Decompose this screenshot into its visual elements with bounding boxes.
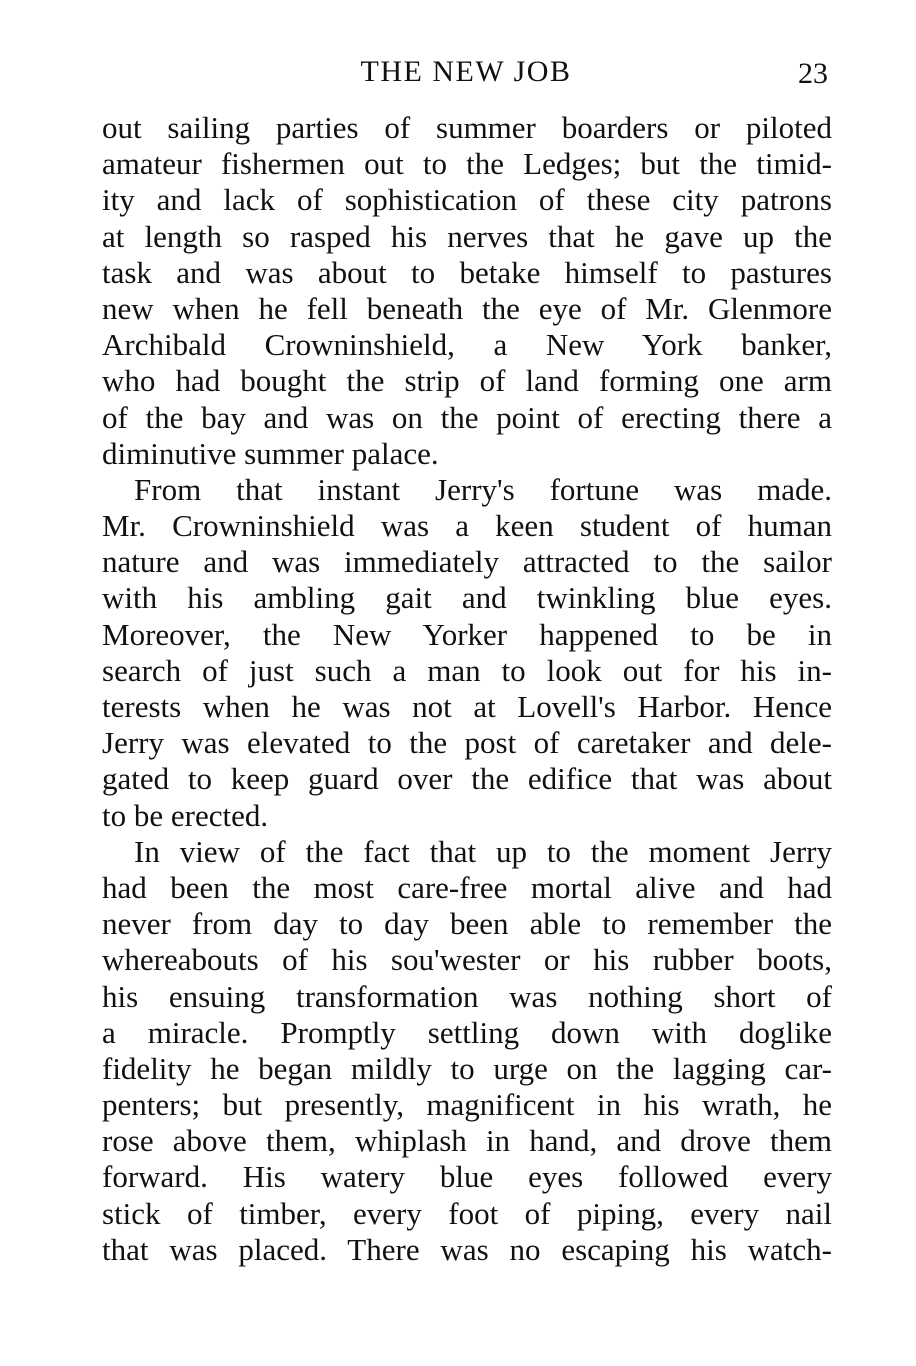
text-line: diminutive summer palace.	[102, 435, 439, 471]
text-line: rose above them, whiplash in hand, and drove them	[102, 1123, 832, 1159]
chapter-title: THE NEW JOB	[360, 55, 572, 88]
text-line: amateur fishermen out to the Ledges; but the timid-	[102, 146, 832, 182]
text-line: out sailing parties of summer boarders or piloted	[102, 110, 832, 145]
text-line: penters; but presently, magnificent in his wrath, he	[102, 1087, 832, 1123]
running-head	[100, 52, 832, 92]
text-line: whereabouts of his sou'wester or his rubber boots,	[102, 942, 832, 978]
body-text	[102, 110, 832, 1268]
text-line: of the bay and was on the point of erecting there a	[102, 399, 832, 435]
text-line: with his ambling gait and twinkling blue eyes.	[102, 580, 832, 616]
page-number: 23	[798, 57, 828, 90]
text-line: Archibald Crowninshield, a New York banker,	[102, 327, 832, 363]
text-line: In view of the fact that up to the moment Jerry	[134, 833, 832, 869]
text-line: had been the most care-free mortal alive and had	[102, 869, 832, 905]
text-line: Moreover, the New Yorker happened to be in	[102, 616, 832, 652]
text-line: Jerry was elevated to the post of caretaker and dele-	[102, 725, 832, 761]
text-line: to be erected.	[102, 797, 269, 833]
text-line: his ensuing transformation was nothing short of	[102, 978, 832, 1014]
text-line: ity and lack of sophistication of these city patrons	[102, 182, 832, 218]
paragraph-2	[102, 472, 832, 834]
text-line: search of just such a man to look out for his in-	[102, 652, 832, 688]
text-line: that was placed. There was no escaping his watch-	[102, 1231, 832, 1267]
paragraph-3	[102, 834, 832, 1268]
text-line: fidelity he began mildly to urge on the lagging car-	[102, 1050, 832, 1086]
text-line: at length so rasped his nerves that he gave up the	[102, 218, 832, 254]
text-line: gated to keep guard over the edifice that was about	[102, 761, 832, 797]
text-line: terests when he was not at Lovell's Harbor. Hence	[102, 689, 832, 724]
text-line: new when he fell beneath the eye of Mr. Glenmore	[102, 290, 832, 326]
text-line: task and was about to betake himself to pastures	[102, 254, 832, 290]
text-line: stick of timber, every foot of piping, every nail	[102, 1195, 832, 1231]
paragraph-1	[102, 110, 832, 472]
text-line: never from day to day been able to remember the	[102, 906, 832, 942]
text-line: who had bought the strip of land forming one arm	[102, 363, 832, 399]
text-line: From that instant Jerry's fortune was made.	[134, 471, 832, 507]
text-line: nature and was immediately attracted to the sailor	[102, 544, 832, 580]
text-line: a miracle. Promptly settling down with doglike	[102, 1014, 832, 1050]
text-line: forward. His watery blue eyes followed every	[102, 1159, 832, 1195]
text-line: Mr. Crowninshield was a keen student of human	[102, 508, 832, 544]
